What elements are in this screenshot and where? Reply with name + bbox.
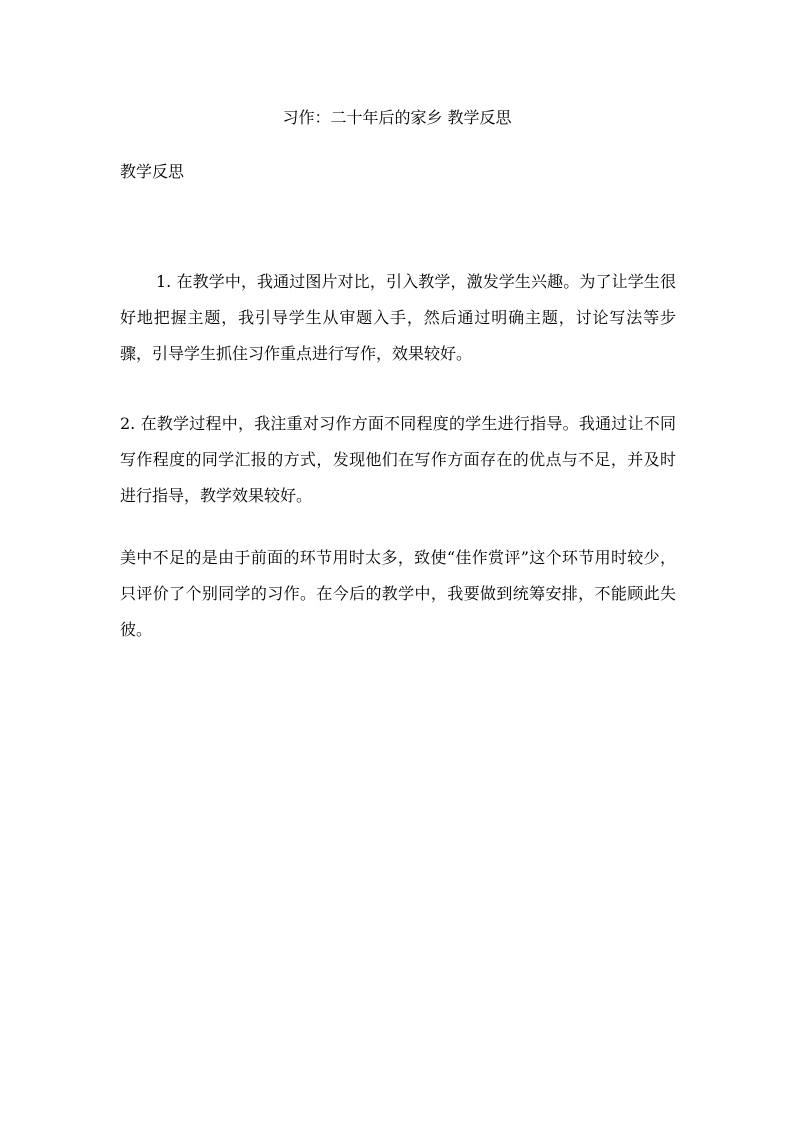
document-title: 习作：二十年后的家乡 教学反思: [282, 108, 512, 127]
paragraph-1: 1. 在教学中，我通过图片对比，引入教学，激发学生兴趣。为了让学生很好地把握主题，我引导学生从审题入手，然后通过明确主题，讨论写法等步骤，引导学生抓住习作重点进行写作，效果较好。: [120, 272, 676, 363]
section-heading: 教学反思: [120, 162, 185, 181]
paragraph-2: 2. 在教学过程中，我注重对习作方面不同程度的学生进行指导。我通过让不同写作程度的同学汇报的方式，发现他们在写作方面存在的优点与不足，并及时进行指导，教学效果较好。: [120, 414, 676, 505]
paragraph-3: 美中不足的是由于前面的环节用时太多，致使“佳作赏评”这个环节用时较少，只评价了个别同学的习作。在今后的教学中，我要做到统筹安排，不能顾此失彼。: [120, 548, 676, 639]
